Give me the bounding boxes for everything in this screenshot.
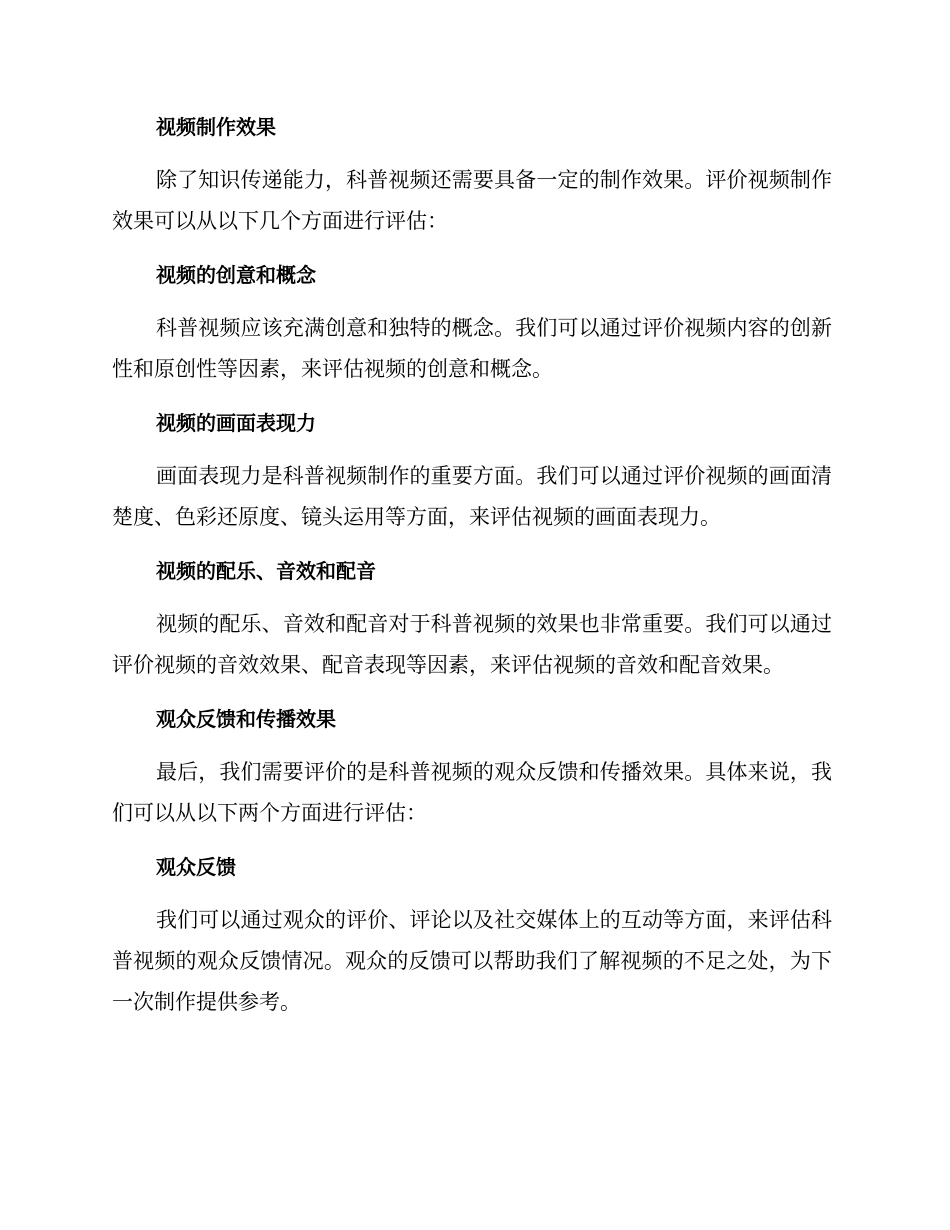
section-paragraph: 画面表现力是科普视频制作的重要方面。我们可以通过评价视频的画面清楚度、色彩还原度、镜头运用等方面，来评估视频的画面表现力。 bbox=[112, 464, 832, 529]
section-heading: 观众反馈和传播效果 bbox=[156, 707, 336, 731]
section-paragraph: 科普视频应该充满创意和独特的概念。我们可以通过评价视频内容的创新性和原创性等因素，来评估视频的创意和概念。 bbox=[112, 316, 832, 381]
section-paragraph: 视频的配乐、音效和配音对于科普视频的效果也非常重要。我们可以通过评价视频的音效效果、配音表现等因素，来评估视频的音效和配音效果。 bbox=[112, 612, 832, 677]
section-paragraph: 我们可以通过观众的评价、评论以及社交媒体上的互动等方面，来评估科普视频的观众反馈情况。观众的反馈可以帮助我们了解视频的不足之处，为下一次制作提供参考。 bbox=[112, 908, 832, 1014]
section-heading: 视频制作效果 bbox=[156, 115, 276, 139]
document-body bbox=[112, 108, 832, 1023]
section-heading: 视频的画面表现力 bbox=[156, 411, 316, 435]
section-heading: 视频的创意和概念 bbox=[156, 263, 316, 287]
section-heading: 观众反馈 bbox=[156, 855, 236, 879]
section-paragraph: 除了知识传递能力，科普视频还需要具备一定的制作效果。评价视频制作效果可以从以下几个方面进行评估： bbox=[112, 168, 832, 233]
section-heading: 视频的配乐、音效和配音 bbox=[156, 559, 376, 583]
section-paragraph: 最后，我们需要评价的是科普视频的观众反馈和传播效果。具体来说，我们可以从以下两个方面进行评估： bbox=[112, 760, 832, 825]
